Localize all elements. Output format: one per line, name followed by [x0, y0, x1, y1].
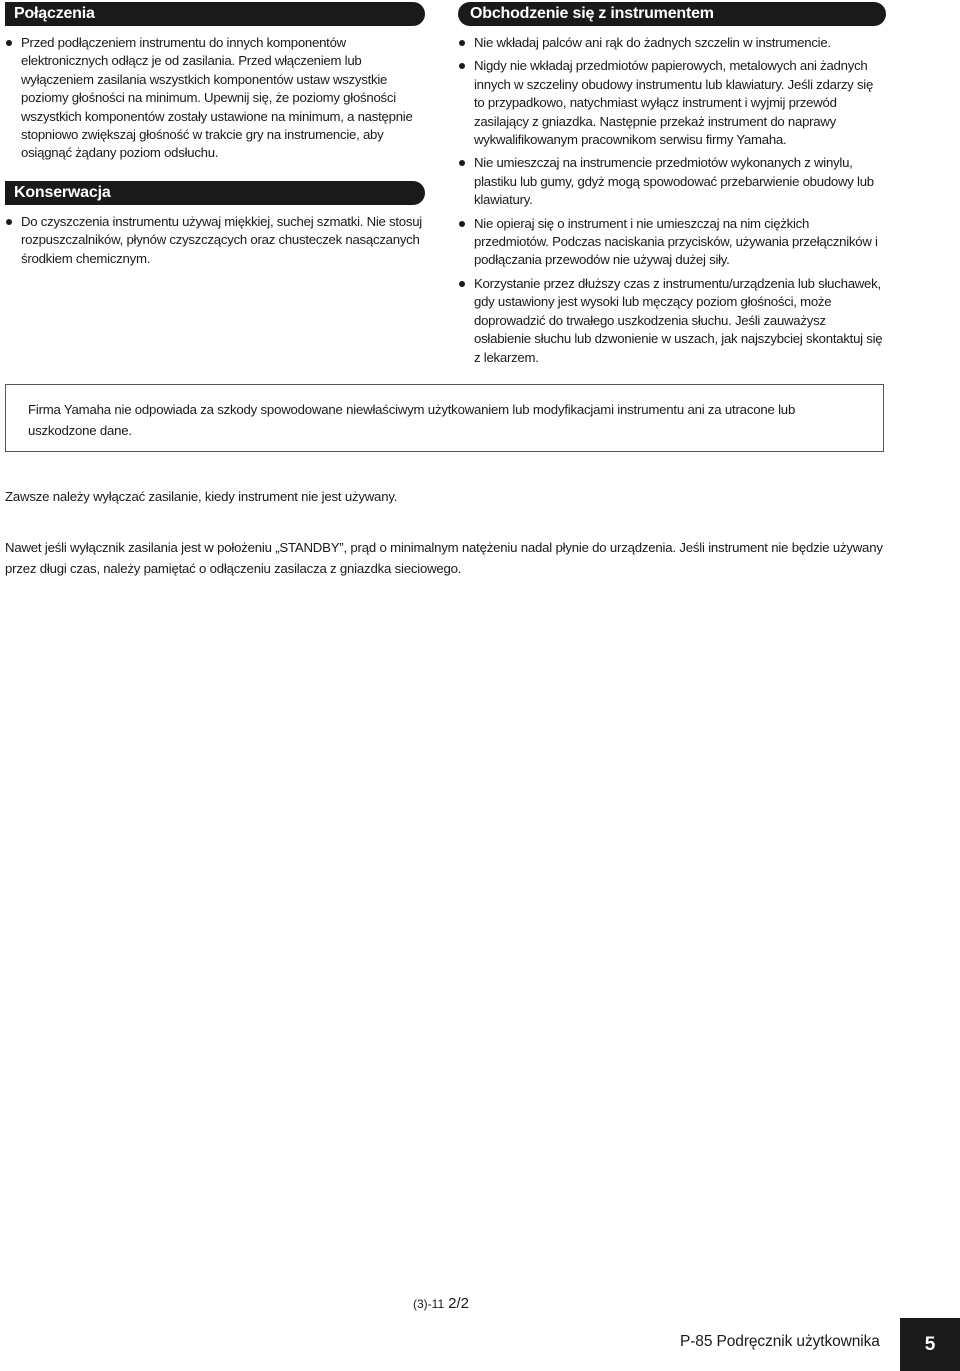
maintenance-list: [5, 213, 425, 268]
list-item-text: Przed podłączeniem instrumentu do innych komponentów elektronicznych odłącz je od zasilania. Przed włączeniem lub wyłączeniem zasilania wszystkich komponentów ustaw wszystkie poziomy głośności na minimum. Upewnij się, że poziomy głośności wszystkich komponentów zostały ustawione na minimum, a następnie stopniowo zwiększaj głośność w trakcie gry na instrumencie, aby osiągnąć żądany poziom odsłuchu.: [21, 35, 413, 161]
list-item-text: Korzystanie przez dłuższy czas z instrumentu/urządzenia lub słuchawek, gdy ustawiony jest wysoki lub męczący poziom głośności, może doprowadzić do trwałego uszkodzenia słuchu. Jeśli zauważysz osłabienie słuchu lub dzwonienie w uszach, jak najszybciej skontaktuj się z lekarzem.: [474, 275, 883, 365]
left-column: [5, 2, 425, 273]
handling-list: [458, 34, 886, 367]
bullet-icon: [459, 40, 465, 46]
liability-notice-box: [5, 384, 884, 452]
list-item: [458, 154, 886, 209]
list-item: [458, 275, 886, 367]
bullet-icon: [459, 160, 465, 166]
list-item-text: Nie opieraj się o instrument i nie umieszczaj na nim ciężkich przedmiotów. Podczas naciskania przycisków, używania przełączników i podłączania przewodów nie używaj dużej siły.: [474, 215, 878, 268]
section-header-connections: Połączenia: [5, 2, 425, 26]
bullet-icon: [459, 221, 465, 227]
bullet-icon: [6, 40, 12, 46]
list-item: [5, 34, 425, 163]
list-item-text: Nigdy nie wkładaj przedmiotów papierowych, metalowych ani żadnych innych w szczeliny obudowy instrumentu lub klawiatury. Jeśli zdarzy się to przypadkowo, natychmiast wyłącz instrument i wyjmij przewód zasilający z gniazdka. Następnie przekaż instrument do naprawy wykwalifikowanym pracownikom serwisu firmy Yamaha.: [474, 58, 874, 148]
list-item-text: Do czyszczenia instrumentu używaj miękkiej, suchej szmatki. Nie stosuj rozpuszczalników, płynów czyszczących oraz chusteczek nasączanych środkiem chemicznym.: [21, 213, 422, 266]
list-item: [458, 57, 886, 149]
connections-list: [5, 34, 425, 163]
section-header-maintenance: Konserwacja: [5, 181, 425, 205]
list-item-text: Nie wkładaj palców ani rąk do żadnych szczelin w instrumencie.: [474, 35, 831, 50]
page-code-number: (3)-11: [413, 1297, 445, 1311]
standby-paragraph: Nawet jeśli wyłącznik zasilania jest w położeniu „STANDBY”, prąd o minimalnym natężeniu nadal płynie do urządzenia. Jeśli instrument nie będzie używany przez długi czas, należy pamiętać o odłączeniu zasilacza z gniazdka sieciowego.: [5, 540, 883, 576]
bullet-icon: [6, 219, 12, 225]
list-item: [458, 215, 886, 270]
list-item: [5, 213, 425, 268]
bullet-icon: [459, 281, 465, 287]
section-header-handling: Obchodzenie się z instrumentem: [458, 2, 886, 26]
list-item-text: Nie umieszczaj na instrumencie przedmiotów wykonanych z winylu, plastiku lub gumy, gdyż mogą spowodować przebarwienie obudowy lub klawiatury.: [474, 155, 874, 208]
bullet-icon: [459, 63, 465, 69]
manual-title: P-85 Podręcznik użytkownika: [680, 1333, 880, 1350]
page-number: 5: [900, 1318, 960, 1371]
page-code-fraction: 2/2: [448, 1295, 469, 1312]
right-column: [458, 2, 886, 372]
liability-notice-text: Firma Yamaha nie odpowiada za szkody spowodowane niewłaściwym użytkowaniem lub modyfikacjami instrumentu ani za utracone lub uszkodzone dane.: [28, 402, 796, 438]
power-off-paragraph: Zawsze należy wyłączać zasilanie, kiedy instrument nie jest używany.: [5, 489, 398, 504]
list-item: [458, 34, 886, 52]
page-code: [413, 1295, 469, 1312]
